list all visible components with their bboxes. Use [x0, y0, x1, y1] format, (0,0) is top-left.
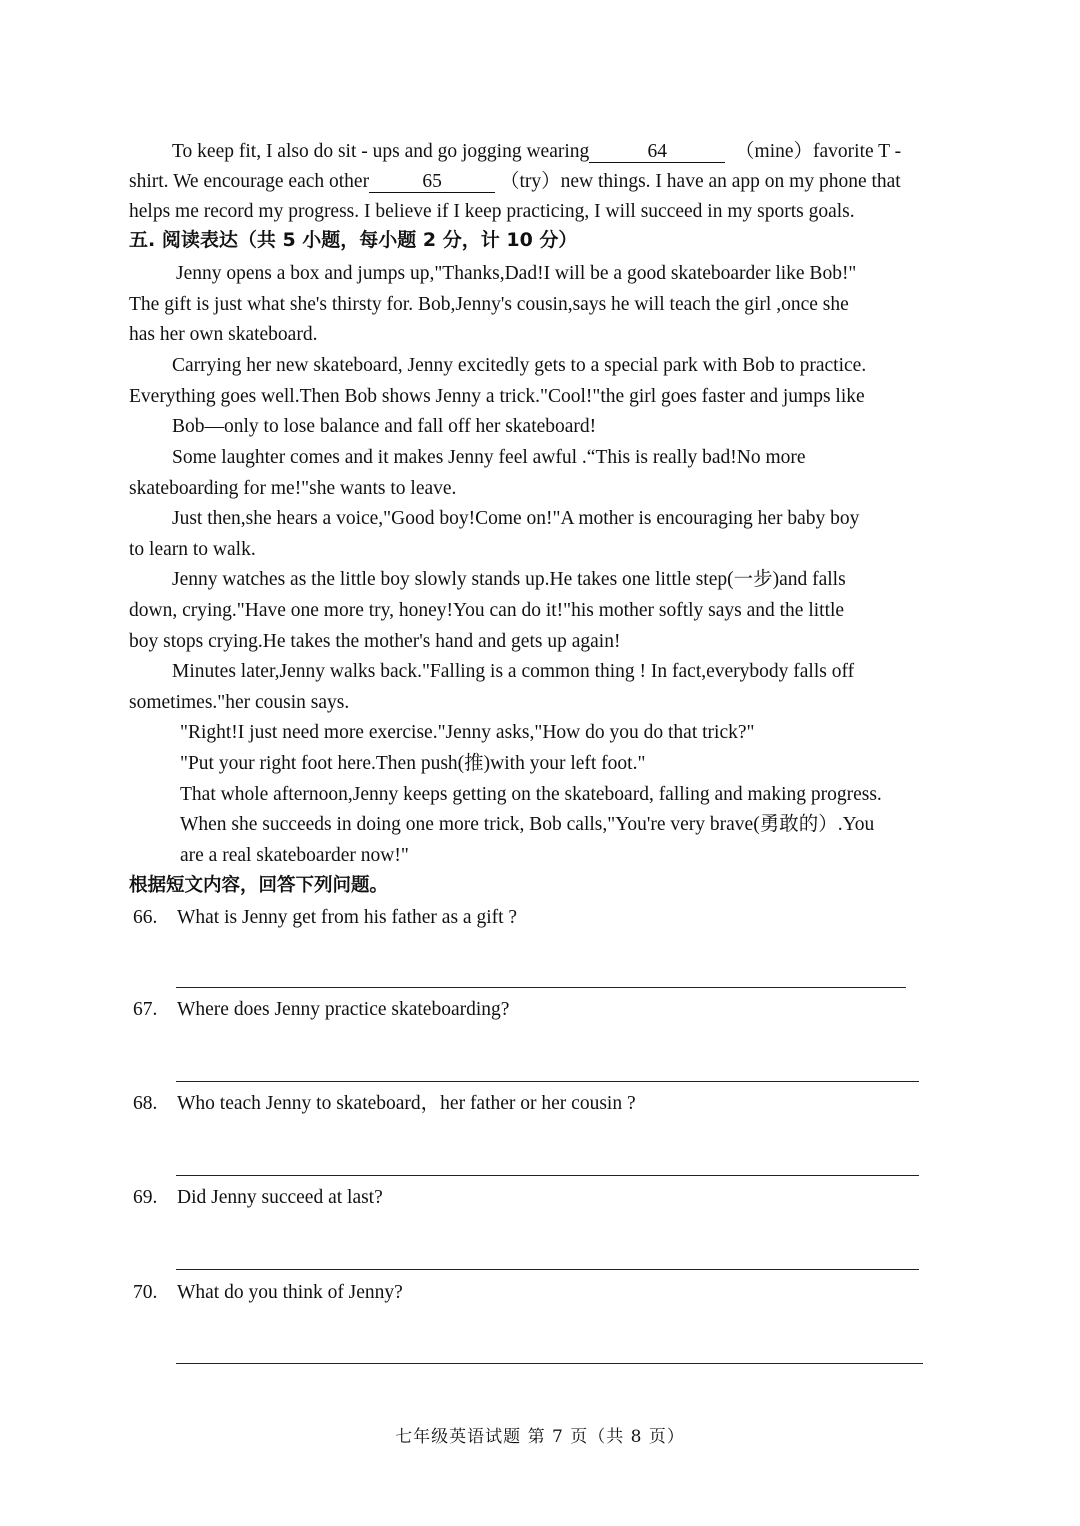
passage-line: Everything goes well.Then Bob shows Jenny a trick."Cool!"the girl goes faster and jumps like	[129, 386, 865, 407]
passage-line: Jenny watches as the little boy slowly stands up.He takes one little step(一步)and falls	[172, 569, 846, 590]
cloze-text: （mine）favorite T -	[735, 141, 902, 162]
passage-line: When she succeeds in doing one more trick, Bob calls,"You're very brave(勇敢的）.You	[180, 814, 875, 835]
cloze-line-1	[172, 140, 901, 164]
answer-line-69[interactable]	[176, 1269, 919, 1270]
passage-line: to learn to walk.	[129, 539, 256, 560]
question-66	[133, 906, 517, 930]
questions-instruction: 根据短文内容，回答下列问题。	[129, 875, 389, 896]
passage-line: boy stops crying.He takes the mother's hand and gets up again!	[129, 631, 621, 652]
answer-line-67[interactable]	[176, 1081, 919, 1082]
passage-line: Minutes later,Jenny walks back."Falling is a common thing ! In fact,everybody falls off	[172, 661, 855, 682]
passage-line: Bob—only to lose balance and fall off her skateboard!	[172, 416, 597, 437]
passage-line: are a real skateboarder now!"	[180, 845, 409, 866]
passage-line: That whole afternoon,Jenny keeps getting on the skateboard, falling and making progress.	[180, 784, 882, 805]
blank-65: 65	[369, 172, 495, 193]
answer-line-68[interactable]	[176, 1175, 919, 1176]
passage-line: Just then,she hears a voice,"Good boy!Come on!"A mother is encouraging her baby boy	[172, 508, 860, 529]
passage-line: Some laughter comes and it makes Jenny feel awful .“This is really bad!No more	[172, 447, 806, 468]
passage-line: down, crying."Have one more try, honey!You can do it!"his mother softly says and the little	[129, 600, 845, 621]
question-67	[133, 998, 509, 1022]
blank-64: 64	[589, 142, 725, 163]
question-number: 70.	[133, 1282, 158, 1303]
cloze-text: To keep fit, I also do sit - ups and go jogging wearing	[172, 141, 590, 162]
question-number: 67.	[133, 999, 158, 1020]
cloze-text: shirt. We encourage each other	[129, 171, 370, 192]
cloze-line-3: helps me record my progress. I believe if I keep practicing, I will succeed in my sports goals.	[129, 201, 855, 222]
question-text: What is Jenny get from his father as a gift ?	[177, 907, 518, 928]
passage-line: The gift is just what she's thirsty for. Bob,Jenny's cousin,says he will teach the girl ,once she	[129, 294, 849, 315]
question-text: Where does Jenny practice skateboarding?	[177, 999, 510, 1020]
question-text: Did Jenny succeed at last?	[177, 1187, 383, 1208]
question-number: 66.	[133, 907, 158, 928]
answer-line-66[interactable]	[176, 987, 906, 988]
question-number: 69.	[133, 1187, 158, 1208]
passage-line: "Right!I just need more exercise."Jenny asks,"How do you do that trick?"	[180, 722, 755, 743]
passage-line: sometimes."her cousin says.	[129, 692, 350, 713]
question-68	[133, 1092, 636, 1116]
question-text: Who teach Jenny to skateboard，her father or her cousin ?	[177, 1093, 636, 1114]
cloze-text: （try）new things. I have an app on my phone that	[499, 171, 901, 192]
answer-line-70[interactable]	[176, 1363, 923, 1364]
question-number: 68.	[133, 1093, 158, 1114]
section-heading: 五. 阅读表达（共 5 小题，每小题 2 分，计 10 分）	[129, 229, 578, 251]
passage-line: skateboarding for me!"she wants to leave.	[129, 478, 457, 499]
page-footer: 七年级英语试题 第 7 页（共 8 页）	[395, 1427, 685, 1447]
question-text: What do you think of Jenny?	[177, 1282, 403, 1303]
question-69	[133, 1186, 383, 1210]
passage-line: Jenny opens a box and jumps up,"Thanks,Dad!I will be a good skateboarder like Bob!"	[176, 263, 857, 284]
passage-line: "Put your right foot here.Then push(推)with your left foot."	[180, 753, 646, 774]
passage-line: Carrying her new skateboard, Jenny excitedly gets to a special park with Bob to practice.	[172, 355, 867, 376]
question-70	[133, 1281, 403, 1305]
passage-line: has her own skateboard.	[129, 324, 318, 345]
cloze-line-2	[129, 170, 901, 194]
